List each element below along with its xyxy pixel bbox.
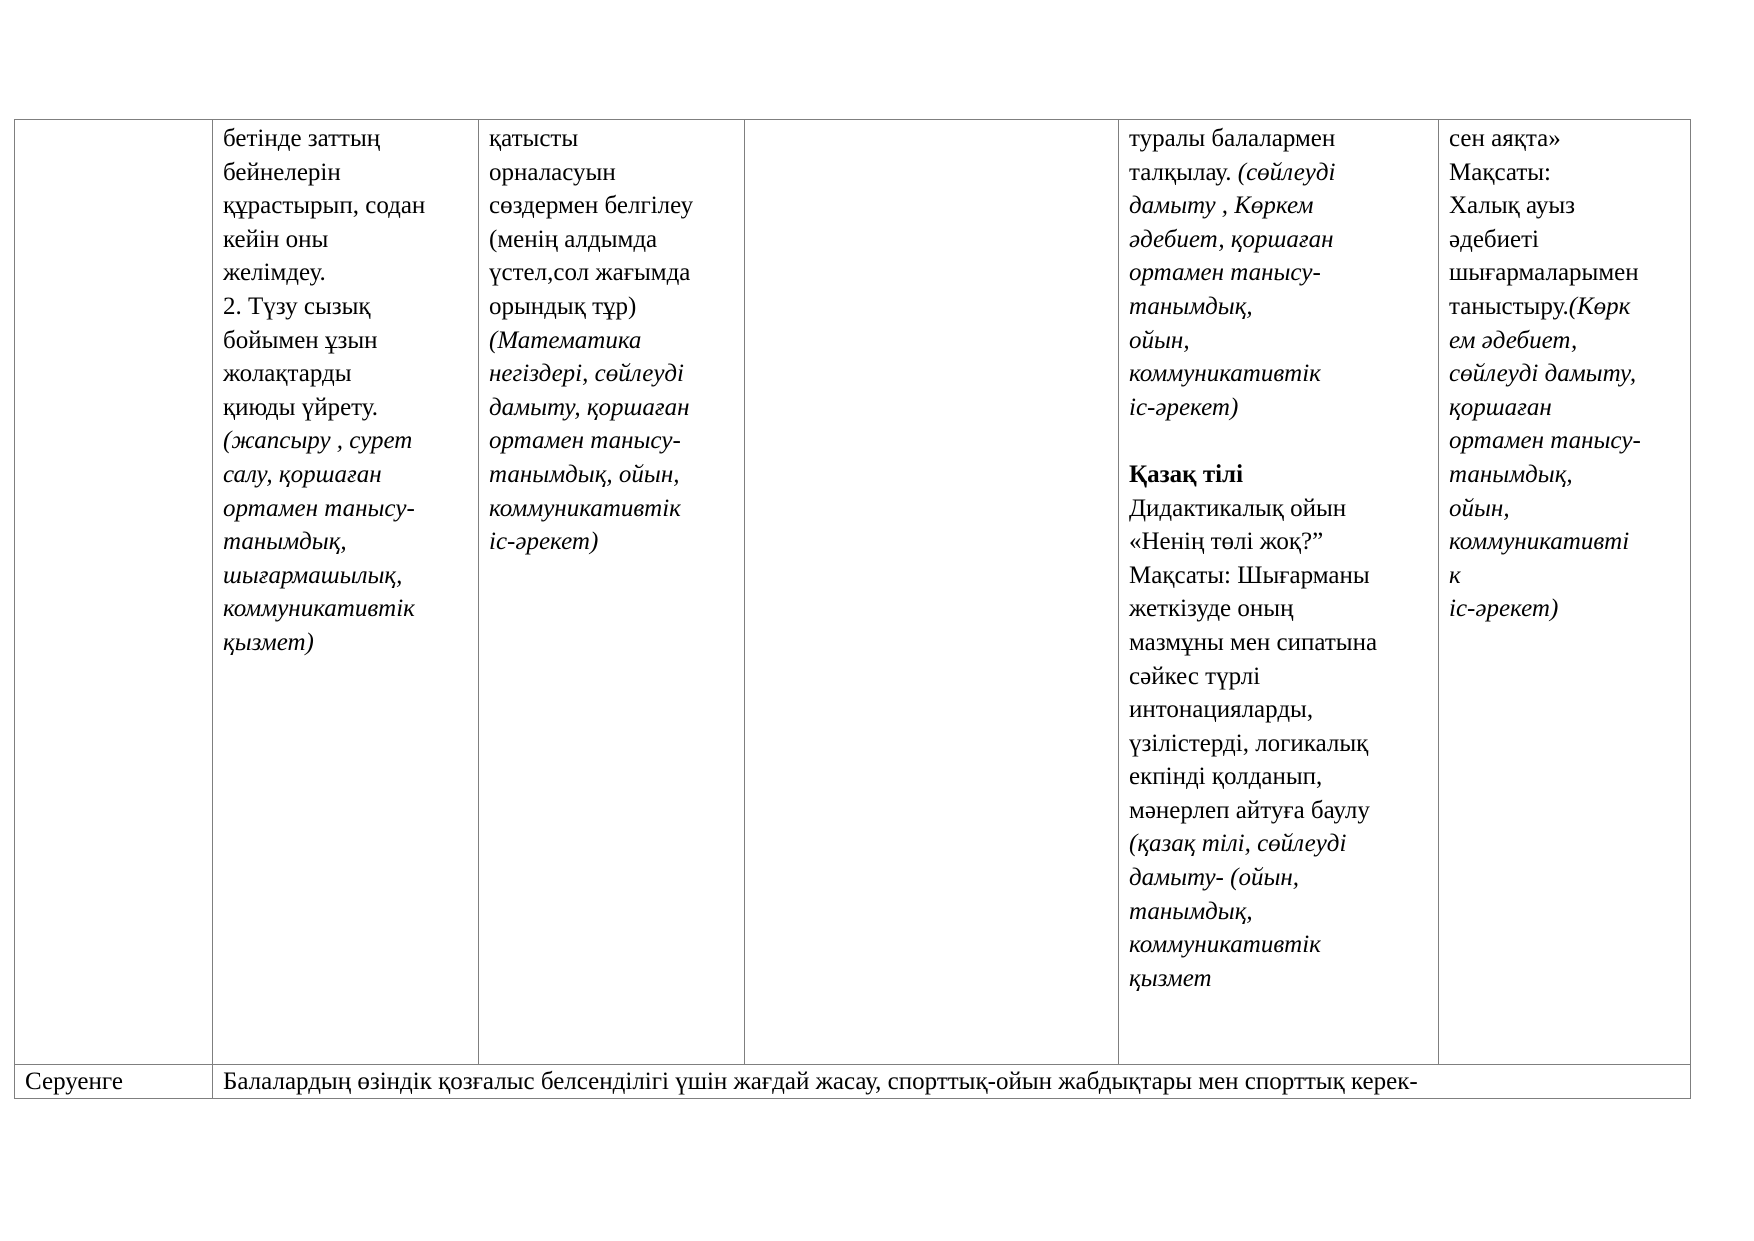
text-line: дамыту- (ойын, xyxy=(1129,864,1300,892)
text-line: сен аяқта» xyxy=(1449,125,1561,152)
text-line: ортамен танысу- xyxy=(1449,427,1641,455)
text-line: дамыту , Көркем xyxy=(1129,192,1314,220)
text-line: мазмұны мен сипатына xyxy=(1129,628,1378,656)
cell-math-activity xyxy=(479,120,745,1065)
text-line: Мақсаты: xyxy=(1449,158,1551,186)
text-line: коммуникативтік xyxy=(489,494,681,522)
text-line: таныстыру.(Көрк xyxy=(1449,292,1631,320)
text-line: шығармашылық, xyxy=(223,561,403,589)
text-line: танымдық, xyxy=(1449,460,1573,488)
text-line: сәйкес түрлі xyxy=(1129,662,1261,690)
text-line: орналасуын xyxy=(489,158,616,186)
text-line: үзілістерді, логикалық xyxy=(1129,729,1369,757)
text-line: коммуникативтік xyxy=(1129,931,1321,959)
cell-kazakh-activity xyxy=(1119,120,1439,1065)
text-line: бетінде заттың xyxy=(223,125,381,152)
text-line: танымдық, ойын, xyxy=(489,460,680,488)
section-heading: Қазақ тілі xyxy=(1129,460,1244,488)
text-line: қиюды үйрету. xyxy=(223,393,379,421)
text-line: жеткізуде оның xyxy=(1129,595,1294,623)
text-line: Мақсаты: Шығарманы xyxy=(1129,561,1370,589)
text-line: (менің алдымда xyxy=(489,225,658,253)
text-line: танымдық, xyxy=(1129,292,1253,320)
text-line: ойын, xyxy=(1449,494,1510,522)
table-row xyxy=(15,1065,1691,1099)
text-line: қоршаған xyxy=(1449,393,1552,421)
text-line: к xyxy=(1449,561,1461,589)
text-line: туралы балалармен xyxy=(1129,125,1336,152)
text-line: бейнелерін xyxy=(223,158,341,186)
text-line: талқылау. (сөйлеуді xyxy=(1129,158,1336,186)
text-line: екпінді қолданып, xyxy=(1129,763,1323,791)
text-line: сөйлеуді дамыту, xyxy=(1449,360,1637,388)
text-line: негіздері, сөйлеуді xyxy=(489,360,684,388)
text-line: әдебиеті xyxy=(1449,225,1539,253)
text-line: іс-әрекет) xyxy=(1129,393,1239,421)
text-line: ортамен танысу- xyxy=(489,427,681,455)
text-line: Халық ауыз xyxy=(1449,192,1576,220)
text-line: ортамен танысу- xyxy=(223,494,415,522)
text-line: үстел,сол жағымда xyxy=(489,259,691,287)
text-line: ойын, xyxy=(1129,326,1190,354)
cell-art-activity xyxy=(213,120,479,1065)
text-line: бойымен ұзын xyxy=(223,326,378,354)
text-line: шығармаларымен xyxy=(1449,259,1639,287)
text-line: мәнерлеп айтуға баулу xyxy=(1129,796,1370,824)
text-line: (қазақ тілі, сөйлеуді xyxy=(1129,830,1347,858)
text-line: қатысты xyxy=(489,125,579,152)
text-line: танымдық, xyxy=(223,528,347,556)
walk-description: Балалардың өзіндік қозғалыс белсенділігі үшін жағдай жасау, спорттық-ойын жабдықтары мен спорттық керек- xyxy=(213,1065,1691,1099)
row-label-walk: Серуенге xyxy=(15,1065,213,1099)
cell-empty-label xyxy=(15,120,213,1065)
text-line: іс-әрекет) xyxy=(489,528,599,556)
text-line: коммуникативтік xyxy=(223,595,415,623)
text-line: Дидактикалық ойын xyxy=(1129,494,1347,522)
text-line: дамыту, қоршаған xyxy=(489,393,690,421)
text-line: іс-әрекет) xyxy=(1449,595,1559,623)
text-line: салу, қоршаған xyxy=(223,460,382,488)
cell-empty xyxy=(745,120,1119,1065)
text-line: коммуникативті xyxy=(1449,528,1630,556)
table-row xyxy=(15,120,1691,1065)
cell-literature-activity xyxy=(1439,120,1691,1065)
text-line: 2. Түзу сызық xyxy=(223,292,371,320)
text-line: қызмет) xyxy=(223,628,314,656)
text-line: жолақтарды xyxy=(223,360,352,388)
weekly-plan-table xyxy=(14,119,1691,1099)
text-line: қызмет xyxy=(1129,964,1212,992)
spacer xyxy=(1129,424,1428,458)
text-line: танымдық, xyxy=(1129,897,1253,925)
text-line: (жапсыру , сурет xyxy=(223,427,413,455)
text-line: сөздермен белгілеу xyxy=(489,192,694,220)
text-line: әдебиет, қоршаған xyxy=(1129,225,1334,253)
text-line: ем әдебиет, xyxy=(1449,326,1578,354)
text-line: құрастырып, содан xyxy=(223,192,426,220)
text-line: коммуникативтік xyxy=(1129,360,1321,388)
text-line: интонацияларды, xyxy=(1129,696,1314,724)
text-line: кейін оны xyxy=(223,225,329,253)
text-line: орындық тұр) xyxy=(489,292,637,320)
text-line: (Математика xyxy=(489,326,642,354)
text-line: ортамен танысу- xyxy=(1129,259,1321,287)
text-line: желімдеу. xyxy=(223,259,326,287)
text-line: «Ненің төлі жоқ?” xyxy=(1129,528,1324,556)
